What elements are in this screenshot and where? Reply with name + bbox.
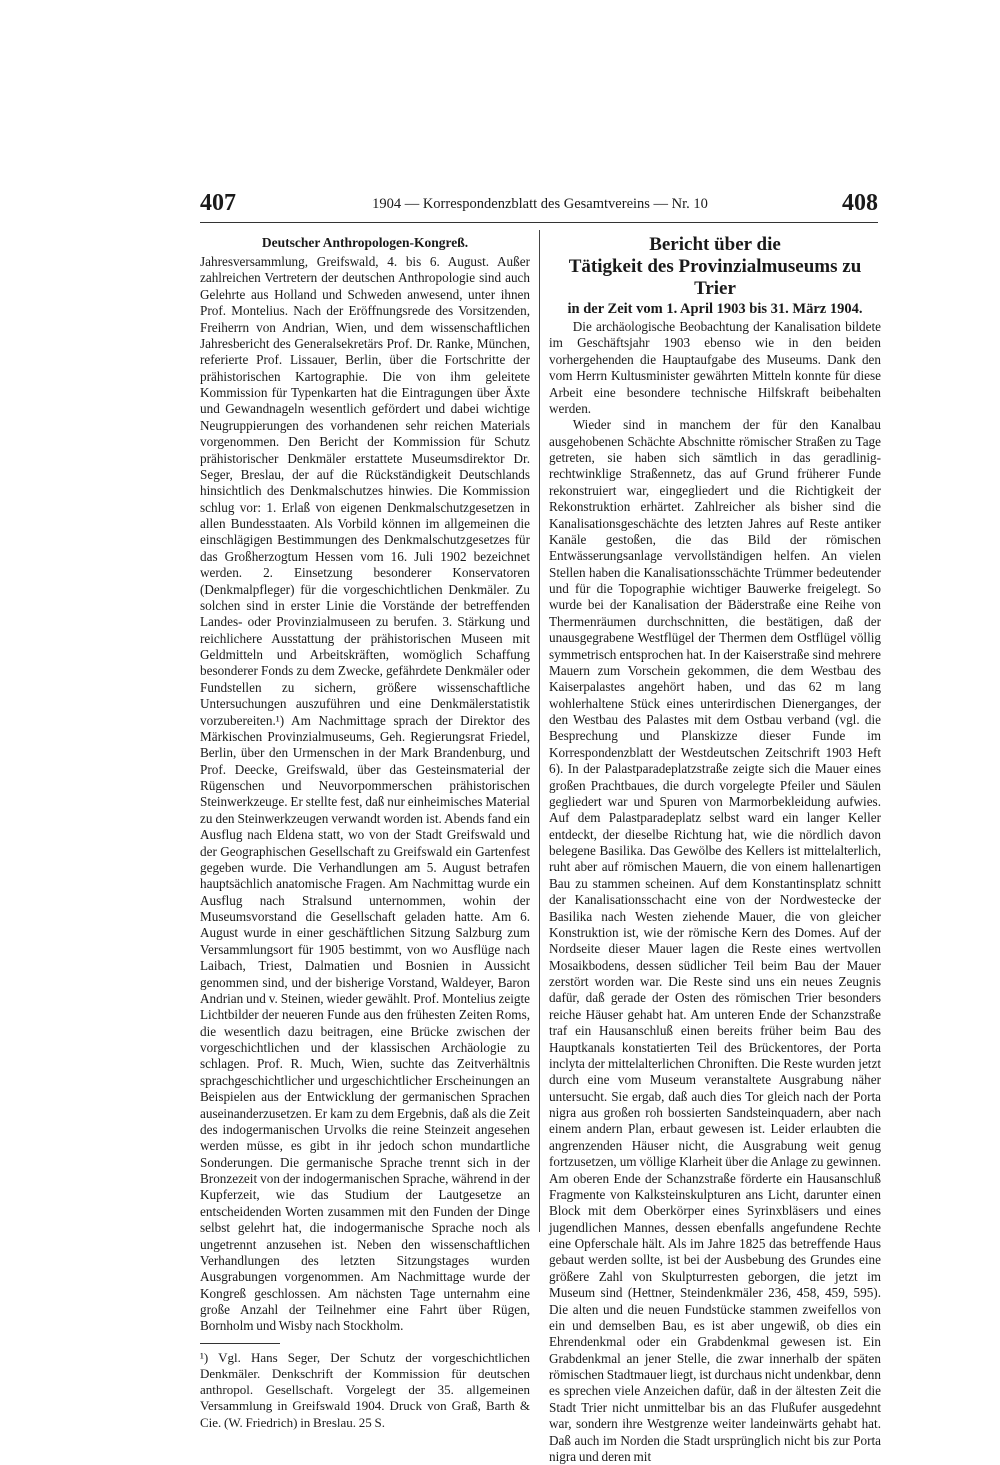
page-number-left: 407 [200,190,236,216]
section-heading: Deutscher Anthropologen-Kongreß. [261,235,469,250]
running-head: 1904 — Korrespondenzblatt des Gesamtvereins — Nr. 10 [372,196,708,212]
report-paragraph-1: Die archäologische Beobachtung der Kanalisation bildete im Geschäftsjahr 1903 ebenso wie in den beiden vorhergehenden die Hauptaufgabe des Museums. Dank den vom Herrn Kultusminister gewährten Mitteln konnte für diese Arbeit eine besondere technische Hilfskraft beibehalten werden. [549,319,881,416]
report-title-line-1: Bericht über die [649,234,781,255]
report-title-line-2: Tätigkeit des Provinzialmuseums zu Trier [568,256,862,299]
page-number-right: 408 [842,190,878,216]
article-body: Jahresversammlung, Greifswald, 4. bis 6. August. Außer zahlreichen Vertretern der deutschen Anthropologie sind auch Gelehrte aus Holland und Schweden anwesend, unter ihnen Prof. Montelius. Nach der Eröffnungsrede des Vorsitzenden, Freiherrn von Andrian, Wien, und dem wissenschaftlichen Jahresbericht des Generalsekretärs Prof. Dr. Ranke, München, referierte Prof. Lissauer, Berlin, über die Fortschritte der prähistorischen Kartographie. Die von ihm geleitete Kommission für Typenkarten hat die Eintragungen über Äxte und Gewandnageln wesentlich gefördert und dabei wichtige Neugruppierungen des vorhandenen sehr reichen Materials vorgenommen. Den Bericht der Kommission für Schutz prähistorischer Denkmäler erstattete Museumsdirektor Dr. Seger, Breslau, der auf die Rückständigkeit Deutschlands hinsichtlich des Denkmalschutzes hinwies. Die Kommission schlug vor: 1. Erlaß von eigenen Denkmalschutzgesetzen in allen Bundesstaaten. Als Vorbild können im allgemeinen die einschlägigen Bestimmungen des Denkmalschutzgesetzes für das Großherzogtum Hessen vom 16. Juli 1902 bezeichnet werden. 2. Einsetzung besonderer Konservatoren (Denkmalpfleger) für die vorgeschichtlichen Denkmäler. Zu solchen sind in erster Linie die Vorstände der betreffenden Landes- oder Provinzialmuseen zu berufen. 3. Stärkung und reichlichere Ausstattung der prähistorischen Museen mit Geldmitteln und Arbeitskräften, womöglich Schaffung besonderer Fonds zu dem Zwecke, gefährdete Denkmäler oder Fundstellen zu sichern, größere wissenschaftliche Untersuchungen auszuführen und eine Denkmälerstatistik vorzubereiten.¹) Am Nachmittage sprach der Direktor des Märkischen Provinzialmuseums, Geh. Regierungsrat Friedel, Berlin, über den Urmenschen in der Mark Brandenburg, und Prof. Deecke, Greifswald, über das Gesteinsmaterial der Rügenschen und Neuvorpommerschen prähistorischen Steinwerkzeuge. Er stellte fest, daß nur einheimisches Material zu den Steinwerkzeugen verwandt worden ist. Abends fand ein Ausflug nach Eldena statt, wo von der Stadt Greifswald und der Geographischen Gesellschaft zu Greifswald ein Gartenfest gegeben wurde. Die Verhandlungen am 5. August betrafen hauptsächlich anatomische Fragen. Am Nachmittag wurde ein Ausflug nach Stralsund unternommen, wohin der Museumsvorstand die Gesellschaft geladen hatte. Am 6. August wurde in einer geschäftlichen Sitzung Salzburg zum Versammlungsort für 1905 bestimmt, von wo Ausflüge nach Laibach, Triest, Dalmatien und Bosnien in Aussicht genommen sind, und der bisherige Vorstand, Waldeyer, Baron Andrian und v. Steinen, wieder gewählt. Prof. Montelius zeigte Lichtbilder der neueren Funde aus den frühesten Zeiten Roms, die wesentlich dazu beitragen, eine Brücke zwischen der vorgeschichtlichen und der klassischen Archäologie zu schlagen. Prof. R. Much, Wien, suchte das Zeitverhältnis sprachgeschichtlicher und urgeschichtlicher Erscheinungen an Beispielen aus der Entwicklung der germanischen Sprachen auseinanderzusetzen. Er kam zu dem Ergebnis, daß als die Zeit des indogermanischen Urvolks die reine Steinzeit angesehen werden müsse, es gibt in ihr jedoch schon mundartliche Sonderungen. Die germanische Sprache trennt sich in der Bronzezeit von der indogermanischen Sprache, während in der Kupferzeit, wie das Studium der Lautgesetze an entscheidenden Worten zusammen mit den Funden der Dinge selbst gelehrt hat, die indogermanische Sprache noch als ungetrennt anzusehen ist. Neben den wissenschaftlichen Verhandlungen des letzten Sitzungstages wurden Ausgrabungen vorgenommen. Am Nachmittage wurde der Kongreß geschlossen. Am nächsten Tage unternahm eine große Anzahl der Teilnehmer eine Fahrt über Rügen, Bornholm und Wisby nach Stockholm. [200,254,530,1334]
header-rule [200,222,878,223]
footnote: ¹) Vgl. Hans Seger, Der Schutz der vorgeschichtlichen Denkmäler. Denkschrift der Kommission für deutschen anthropol. Gesellschaft. Vorgelegt der 35. allgemeinen Versammlung in Greifswald 1904. Druck von Graß, Barth & Cie. (W. Friedrich) in Breslau. 25 S. [200,1349,530,1430]
right-column [549,234,881,1465]
column-divider [539,230,540,1232]
footnote-rule [200,1343,280,1344]
report-paragraph-2: Wieder sind in manchem der für den Kanalbau ausgehobenen Schächte Abschnitte römischer Straßen zu Tage getreten, sie haben sich sämtlich in das geradlinig-rechtwinklige Straßennetz, das auf Grund früherer Funde rekonstruiert war, eingegliedert und die Richtigkeit der Rekonstruktion erhärtet. Zahlreicher als bisher sind die Kanalisationsgeschächte des letzten Jahres auf Reste antiker Kanäle gestoßen, die das Bild der römischen Entwässerungsanlage vervollständigen helfen. An vielen Stellen haben die Kanalisationsschächte Trümmer bedeutender und für die Topographie wichtiger Bauwerke freigelegt. So wurde bei der Kanalisation der Bäderstraße eine Reihe von Thermenräumen durchschnitten, die bestätigen, daß der unausgegrabene Westflügel der Thermen dem Ostflügel völlig symmetrisch entsprochen hat. In der Kaiserstraße sind mehrere Mauern zum Vorschein gekommen, die dem Westbau des Kaiserpalastes angehört haben, und das 62 m lang wohlerhaltene Stück eines unterirdischen Dienerganges, der den Westbau des Palastes mit dem Ostbau verband (vgl. die Besprechung und Planskizze dieser Funde im Korrespondenzblatt der Westdeutschen Zeitschrift 1903 Heft 6). In der Palastparadeplatzstraße zeigte sich die Mauer eines großen Prachtbaues, die durch vorgelegte Pfeiler und Säulen gegliedert war und Spuren von Marmorbekleidung aufwies. Auf dem Palastparadeplatz selbst ward ein langer Keller entdeckt, der dieselbe Richtung hat, wie die nördlich davon belegene Basilika. Das Gewölbe des Kellers ist mittelalterlich, ruht aber auf römischen Mauern, die von einem hallenartigen Bau zu stammen scheinen. Auf dem Konstantinsplatz schnitt der Kanalisationsschacht eine von der Nordwestecke der Basilika nach Westen ziehende Mauer, die von gleicher Konstruktion ist, wie der römische Kern des Domes. Auf der Nordseite dieser Mauer lagen die Reste eines wertvollen Mosaikbodens, dessen südlicher Teil beim Bau der Mauer zerstört worden war. Die Reste sind uns ein neues Zeugnis dafür, daß gerade der Osten des römischen Trier besonders reiche Häuser gehabt hat. Am unteren Ende der Schanzstraße traf ein Hausanschluß einen bereits früher beim Bau des Hauptkanals konstatierten Teil des Brückentores, der Porta inclyta der mittelalterlichen Chroniften. Die Reste wurden jetzt durch eine vom Museum veranstaltete Ausgrabung näher untersucht. Sie ergab, daß auch dies Tor gleich nach der Porta nigra aus großen roh bossierten Sandsteinquadern, aber nach einem andern Plan, erbaut gewesen ist. Leider erlaubten die angrenzenden Häuser nicht, die Ausgrabung weit genug fortzusetzen, um völlige Klarheit über die Anlage zu gewinnen. Am oberen Ende der Schanzstraße förderte ein Hausanschluß Fragmente von Kalksteinskulpturen ans Licht, darunter einen Block mit dem Oberkörper eines Syrinxbläsers und eines jugendlichen Mannes, dessen ebenfalls angefundene Rechte eine Opferschale hält. Als im Jahre 1825 das betreffende Haus gebaut werden sollte, ist bei der Ausbebung des Grundes eine größere Zahl von Skulpturresten geborgen, die jetzt im Museum sind (Hettner, Steindenkmäler 236, 458, 459, 595). Die alten und die neuen Fundstücke stammen zweifellos von ein und demselben Bau, es ist aber ungewiß, ob dies ein Ehrendenkmal oder ein Grabdenkmal gewesen ist. Ein Grabdenkmal an jener Stelle, die zwar innerhalb der späten römischen Stadtmauer liegt, ist durchaus nicht undenkbar, denn es sprechen viele Anzeichen dafür, daß in der ältesten Zeit die Stadt Trier nicht unmittelbar bis an das Flußufer ausgedehnt war, sondern ihre Westgrenze weiter landeinwärts gehabt hat. Daß auch im Norden die Stadt ursprünglich nicht bis zur Porta nigra und deren mit [549,417,881,1464]
report-subtitle: in der Zeit vom 1. April 1903 bis 31. März 1904. [567,301,863,317]
left-column [200,234,530,1431]
